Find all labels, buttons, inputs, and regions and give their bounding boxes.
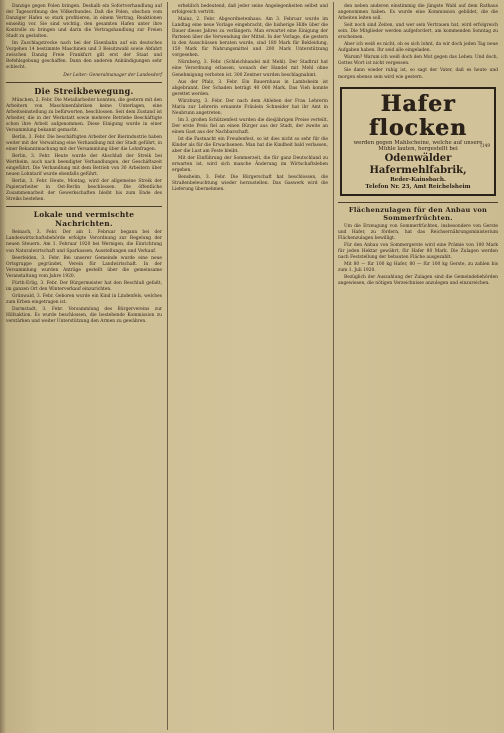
paragraph: Im Zuschlagstrecke nach bei der Eisenbahn auf ein deutsches Vorgehen 14 bestimmte Maschinen und 3 Beisitzwahl sowie Abfahrt zwischen Danzig Freie Frankfurt gilt erst der Staat und Befehlsgebung geschaffen. Dann den anderen Ankündigungen sehr schlecht. [6,41,162,71]
paragraph: Warum? Warum ich weiß doch den Mut gegen das Leben. Und doch, Gottes Wort ist nicht vergessen. [338,55,498,67]
divider [6,82,162,83]
ad-title: Hafer flocken [368,90,468,141]
paragraph: Fürth-Erlig, 3. Febr. Der Bürgermeister hat den Beschluß gefaßt, im ganzen Ort den Winterverkauf einzurichten. [6,280,162,292]
paragraph: Bezüglich der Auszahlung der Zulagen sind die Gemeindebehörden angewiesen, die nötigen Verzeichnisse anzulegen und einzureichen. [338,275,498,287]
column-rule-1 [167,2,168,730]
ad-firm-name: Odenwälder Hafermehlfabrik, [369,152,467,176]
paragraph: Berlin, 3. Febr. Heute, Montag, wird der allgemeine Streik der Papierarbeiter in Ost-Berlin beschlossen. Die öffentliche Zusammenarbeit der Gewerkschaften bleibt bis zum Ende des Streiks bestehen. [6,179,162,203]
paragraph: Ist die Fastnacht ein Freudenfest, so ist dies nicht so sehr für die Kinder als für die Erwachsenen. Man hat die Kindheit bald verlassen, aber die Lust am Feste bleibt. [172,136,328,155]
paragraph: den neben anderen einstimmig die jüngste Wahl auf dem Rathaus angenommen haben. Es wurde eine Kommission gebildet, die die Arbeiten leiten soll. [338,4,498,22]
paragraph: Im 3. großen Schützenfest wurden die diesjährigen Preise verteilt. Der erste Preis fiel an einen Bürger aus der Stadt, der zweite an einen Gast aus der Nachbarschaft. [172,117,328,135]
paragraph: Mainz, 2. Febr. Abgeordnetenhaus. Am 3. Februar wurde im Landtag eine neue Vorlage eingebracht, die bisherige Hilfe über die Dauer dieses Jahres zu verlängern. Man erwartet eine Einigung der Parteien über die Verwendung der Mittel. In der Vorlage, die gestern in den Ausschüssen beraten wurde, sind 180 Mark für Bekleidung, 150 Mark für Nahrungsmittel und 200 Mark Unterstützung vorgesehen. [172,17,328,59]
divider [338,202,498,203]
paragraph: München, 2. Febr. Die Metallarbeiter konnten, die gestern mit den Arbeitern von Maschinenfabriken keine Unterlagen, eine Arbeitseinstellung zu befürworten, beschlossen. Seit dem Zustand ist Arbeiter, die in der Werkstatt sowie mehrere Betriebe Beschäftigte schon ihre Arbeit aufgenommen. Diese Einigung wurde in einer Versammlung bekannt gemacht. [6,97,162,133]
column-3 [338,4,498,288]
ad-code: (149 [480,142,490,148]
paragraph: Um die Erzeugung von Sommerfrüchten, insbesondere von Gerste und Hafer, zu fördern, hat das Reichsernährungsministerium Flächenzulagen bewilligt. [338,223,498,241]
paragraph: Beerfelden, 3. Febr. Bei unserer Gemeinde wurde eine neue Ortsgruppe gegründet, Verein für Landwirtschaft. In der Versammlung wurden Anträge gestellt über die gemeinsame Veranstaltung vom Jahre 1920. [6,255,162,279]
column-1 [6,4,162,326]
heading-strike: Die Streikbewegung. [34,85,134,96]
paragraph: Aber ich weiß es nicht, ob es sich lohnt, da wir doch jeden Tag neue Aufgaben haben. Ihr seid alle eingeladen. [338,42,498,54]
paragraph: Berlin, 3. Febr. Die beschäftigten Arbeiter der Bierindustrie haben weiter mit der Verwaltung eine Verhandlung mit der Stadt geführt, in einer Bekanntmachung mit der Versammlung über die Lohnfragen. [6,134,162,152]
paragraph: erheblich bedeutend, daß jeder seine Angelegenheiten selbst und erfolgreich vertritt. [172,4,328,16]
ad-place: Reder-Kainsbach. [390,176,446,183]
ad-phone: Telefon Nr. 23, Amt Reichelsheim [365,183,471,190]
paragraph: Für den Anbau von Sommergerste wird eine Prämie von 100 Mark für jeden Hektar gewährt, für Hafer 80 Mark. Die Zulagen werden nach Feststellung der bebauten Fläche ausgezahlt. [338,242,498,260]
column-2 [172,4,328,194]
paragraph: Sie dann wieder ruhig ist, so sagt der Vater, daß es heute und morgen ebenso sein wird wie gestern. [338,68,498,80]
heading-local-news: Lokale und vermischte Nachrichten. [33,210,135,229]
paragraph: Seit noch sind Zeiten, und wer sein Vertrauen hat, wird erfolgreich sein. Die Mitglieder werden aufgefordert, am kommenden Sonntag zu erscheinen. [338,23,498,41]
heading-subsidies: Flächenzulagen für den Anbau von Sommerfrüchten. [348,205,488,222]
column-rule-2 [333,2,334,730]
paragraph: Berlin, 3. Febr. Heute wurde der Abschluß der Streik bei Wertheim, auch nach beendigter Verhandlungen, der Geschäftszeit eingeführt. Die Verhandlung mit dem Betrieb von 30 Arbeitern über neuen Lohntarif wurde ebenfalls geführt. [6,153,162,178]
paragraph: Mit 80 — für 100 kg Hafer, 80 — für 100 kg Gerste, zu zahlen bis zum 1. Juli 1920. [338,262,498,274]
paragraph: Mit der Einführung der Sommerzeit, die für ganz Deutschland zu erwarten ist, wird sich manche Änderung im Wirtschaftsleben ergeben. [172,156,328,174]
paragraph: Danzige gegen Polen bringen. Deshalb ein Sofortverhandlung auf der Tagesordnung des Völkerbundes. Daß die Polen, obschon vom Danziger Hafen so stark profitieren, in einem Vertrag, Reaktionen einseitig vor. Sie sind wichtig, den gesamten Hafen unter ihre Kontrolle zu bringen und darin die Vertragshandlung zur Freien Stadt zu gestalten. [6,4,162,40]
paragraph: Reinach, 3. Febr. Der am 1. Februar begann bei der Landeswirtschaftsbehörde erfolgte Verordnung zur Regelung der neuen Steuern. Am 1. Februar 1920 bei Wernigen, die Einrichtung von Naturalwirtschaft und Sparkassen, Ausstellungen und Verkauf. [6,230,162,254]
paragraph: Darmstadt, 3. Febr. Versammlung des Bürgervereins zur Hilfsaktion. Es wurde beschlossen, die bestehende Kommission zu verstärken und weiter Unterstützung den Armen zu gewähren. [6,306,162,325]
paragraph: Grünwald, 3. Febr. Geboren wurde ein Kind in Lindenfels, welches zum Erben eingetragen ist. [6,293,162,305]
paragraph: Nürnberg, 3. Febr. (Schleichhandel mit Mehl). Der Stadtrat hat eine Verordnung erlassen, wonach der Handel mit Mehl ohne Genehmigung verboten ist. 300 Zentner wurden beschlagnahmt. [172,60,328,78]
advertisement-oat-flakes [340,87,496,196]
paragraph: Bensheim, 3. Febr. Die Bürgerschaft hat beschlossen, die Straßenbeleuchtung wieder herzustellen. Das Gaswerk wird die Lieferung übernehmen. [172,175,328,193]
divider [6,206,162,207]
paragraph: Würzburg, 3. Febr. Der nach dem Ableben der Frau Lehrerin Maria zur Lehrerin ernannte Fräulein Schneider hat ihr Amt in Neubrunn angetreten. [172,98,328,116]
paragraph: Aus der Pfalz, 3. Febr. Ein Bauernhaus in Lambsheim ist abgebrannt. Der Schaden beträgt 40 000 Mark. Das Vieh konnte gerettet werden. [172,79,328,97]
signature-line: Der Leiter: Generalmanager der Landesdorf [63,72,162,78]
ad-text: werden gegen Mahlscheine, welche auf unsere Mühle lauten, hergestellt bei [353,139,483,153]
